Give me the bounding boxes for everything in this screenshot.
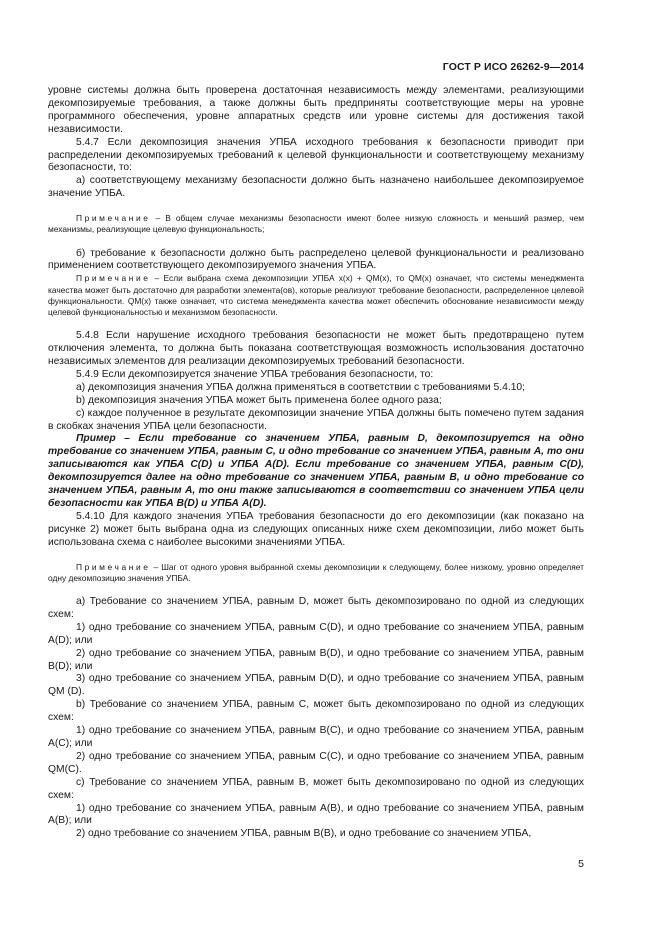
paragraph: а) декомпозиция значения УПБА должна применяться в соответствии с требованиями 5.4.10; bbox=[76, 381, 526, 393]
document-header: ГОСТ Р ИСО 26262-9—2014 bbox=[442, 61, 584, 73]
note bbox=[48, 273, 584, 318]
note-text: – Если выбрана схема декомпозиции УПБА x(x) + QM(x), то QM(x) означает, что системы менеджмента качества может быть достаточно для разработки элемента(ов), которые реализуют требование безопасности, распределенное целевой функциональности. QM(x) также означает, что система менеджмента качества может обеспечить обоснование независимости между целевой функциональностью и механизмом безопасности. bbox=[48, 273, 584, 317]
paragraph: 5.4.8 Если нарушение исходного требования безопасности не может быть предотвращено путем отключения элемента, то должна быть показана соответствующая возможность использования достаточно независимых элементов для реализации декомпозируемых требований безопасности. bbox=[48, 330, 584, 367]
list-item: 1) одно требование со значением УПБА, равным А(В), и одно требование со значением УПБА, равным А(В); или bbox=[48, 802, 584, 827]
document-body bbox=[48, 85, 584, 841]
list-item: с) Требование со значением УПБА, равным В, может быть декомпозировано по одной из следующих схем: bbox=[48, 776, 584, 801]
paragraph: 5.4.7 Если декомпозиция значения УПБА исходного требования к безопасности приводит при распределении декомпозируемых требований к целевой функциональности и соответствующему механизму безопасности, то: bbox=[48, 136, 584, 174]
note-text: – В общем случае механизмы безопасности имеют более низкую сложность и меньший размер, чем механизмы, реализующие целевую функциональность; bbox=[48, 213, 584, 235]
paragraph: б) требование к безопасности должно быть распределено целевой функциональности и реализовано применением соответствующего декомпозируемого значения УПБА. bbox=[48, 247, 584, 272]
list-item: 1) одно требование со значением УПБА, равным С(D), и одно требование со значением УПБА, равным А(D); или bbox=[48, 621, 584, 646]
note-text: – Шаг от одного уровня выбранной схемы декомпозиции к следующему, более низкому, уровню определяет одну декомпозицию значения УПБА. bbox=[48, 561, 584, 583]
paragraph: а) соответствующему механизму безопасности должно быть назначено наибольшее декомпозируемое значение УПБА. bbox=[48, 175, 584, 200]
paragraph: с) каждое полученное в результате декомпозиции значение УПБА должны быть помечено путем задания в скобках значения УПБА цели безопасности. bbox=[48, 407, 584, 432]
note-label: Примечание bbox=[76, 213, 151, 224]
note-label: Примечание bbox=[76, 561, 151, 572]
list-item: 2) одно требование со значением УПБА, равным В(D), и одно требование со значением УПБА, равным В(D); или bbox=[48, 647, 584, 672]
list-item: 2) одно требование со значением УПБА, равным С(С), и одно требование со значением УПБА, равным QM(С). bbox=[48, 750, 584, 775]
list-item: 1) одно требование со значением УПБА, равным В(С), и одно требование со значением УПБА, равным А(С); или bbox=[48, 725, 584, 749]
page-number: 5 bbox=[578, 858, 584, 870]
paragraph: b) декомпозиция значения УПБА может быть применена более одного раза; bbox=[76, 394, 442, 406]
example-paragraph: Пример – Если требование со значением УПБА, равным D, декомпозируется на одно требование со значением УПБА, равным С, и одно требование со значением УПБА, равным А, то они записываются как УПБА С(D) и УПБА А(D). Если требование со значением УПБА, равным С(D), декомпозируется далее на одно требование со значением УПБА, равным В, и одно требование со значением УПБА, равным А, то они также записываются в соответствии со значением УПБА цели безопасности как УПБА В(D) и УПБА А(D). bbox=[48, 433, 584, 509]
list-item: b) Требование со значением УПБА, равным С, может быть декомпозировано по одной из следующих схем: bbox=[48, 699, 584, 724]
list-item: а) Требование со значением УПБА, равным D, может быть декомпозировано по одной из следующих схем: bbox=[48, 596, 584, 620]
paragraph: уровне системы должна быть проверена достаточная независимость между элементами, реализующими декомпозируемые требования, а также должны быть предприняты соответствующие меры на уровне программного обеспечения, уровне аппаратных средств или уровне системы для достижения такой независимости. bbox=[48, 85, 584, 135]
list-item: 3) одно требование со значением УПБА, равным D(D), и одно требование со значением УПБА, равным QM (D). bbox=[48, 673, 584, 698]
note-label: Примечание bbox=[76, 273, 151, 284]
list-item: 2) одно требование со значением УПБА, равным В(В), и одно требование со значением УПБА, bbox=[76, 828, 532, 840]
paragraph: 5.4.10 Для каждого значения УПБА требования безопасности до его декомпозиции (как показано на рисунке 2) может быть выбрана одна из следующих описанных ниже схем декомпозиции, либо может быть использована схема с наиболее высокими значениями УПБА. bbox=[48, 510, 584, 548]
note bbox=[48, 213, 584, 235]
paragraph: 5.4.9 Если декомпозируется значение УПБА требования безопасности, то: bbox=[76, 368, 434, 380]
note bbox=[48, 562, 584, 584]
